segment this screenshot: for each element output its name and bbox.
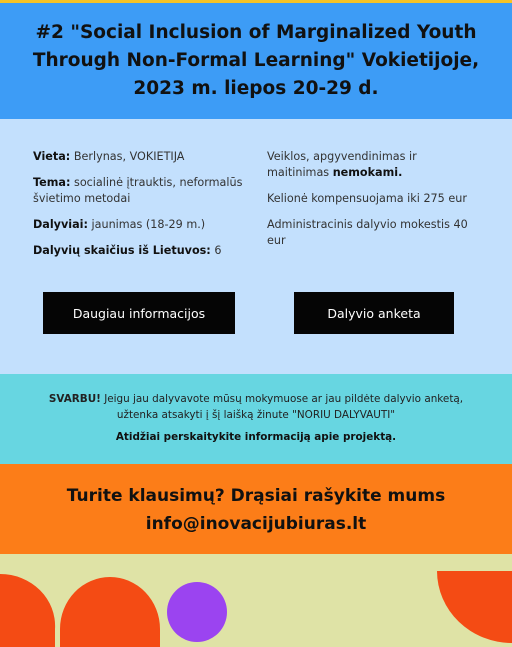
purple-circle-shape [167, 582, 227, 642]
participant-count-row [33, 243, 248, 259]
decorative-shapes [0, 554, 512, 647]
activities-text: Veiklos, apgyvendinimas ir maitinimas [267, 150, 417, 179]
topic-value: socialinė įtrauktis, neformalūs švietimo metodai [33, 176, 243, 205]
participants-row [33, 217, 248, 233]
contact-question: Turite klausimų? Drąsiai rašykite mums [66, 486, 446, 506]
application-form-button[interactable]: Dalyvio anketa [294, 292, 454, 334]
location-value: Berlynas, VOKIETIJA [73, 150, 185, 163]
important-paragraph [40, 391, 472, 423]
participant-count-value: 6 [214, 244, 222, 257]
notice-section [0, 374, 512, 464]
activities-row [267, 149, 482, 181]
participant-count-label: Dalyvių skaičius iš Lietuvos: [33, 244, 211, 257]
costs-column [267, 149, 482, 259]
orange-arch-right-shape [60, 577, 160, 647]
read-carefully-text: Atidžiai perskaitykite informaciją apie projektą. [115, 431, 397, 443]
topic-row [33, 175, 248, 207]
free-label: nemokami. [332, 166, 403, 179]
info-section [0, 119, 512, 374]
important-label: SVARBU! [48, 393, 101, 405]
page-title: #2 "Social Inclusion of Marginalized Youth Through Non-Formal Learning" Vokietijoje, 2023 m. liepos 20-29 d. [32, 22, 480, 99]
decorative-footer [0, 554, 512, 647]
participants-value: jaunimas (18-29 m.) [91, 218, 206, 231]
location-row [33, 149, 248, 165]
contact-section [0, 464, 512, 554]
orange-arch-left-shape [0, 574, 55, 647]
travel-compensation: Kelionė kompensuojama iki 275 eur [267, 192, 467, 205]
details-column [33, 149, 248, 269]
topic-label: Tema: [33, 176, 71, 189]
location-label: Vieta: [33, 150, 71, 163]
contact-email-link[interactable]: info@inovacijubiuras.lt [145, 514, 367, 534]
important-text: Jeigu jau dalyvavote mūsų mokymuose ar jau pildėte dalyvio anketą, užtenka atsakyti į šį laišką žinute "NORIU DALYVAUTI" [104, 393, 464, 421]
more-info-button[interactable]: Daugiau informacijos [43, 292, 235, 334]
participants-label: Dalyviai: [33, 218, 88, 231]
orange-half-circle-shape [437, 571, 512, 643]
header-banner [0, 3, 512, 119]
admin-fee: Administracinis dalyvio mokestis 40 eur [267, 218, 468, 247]
